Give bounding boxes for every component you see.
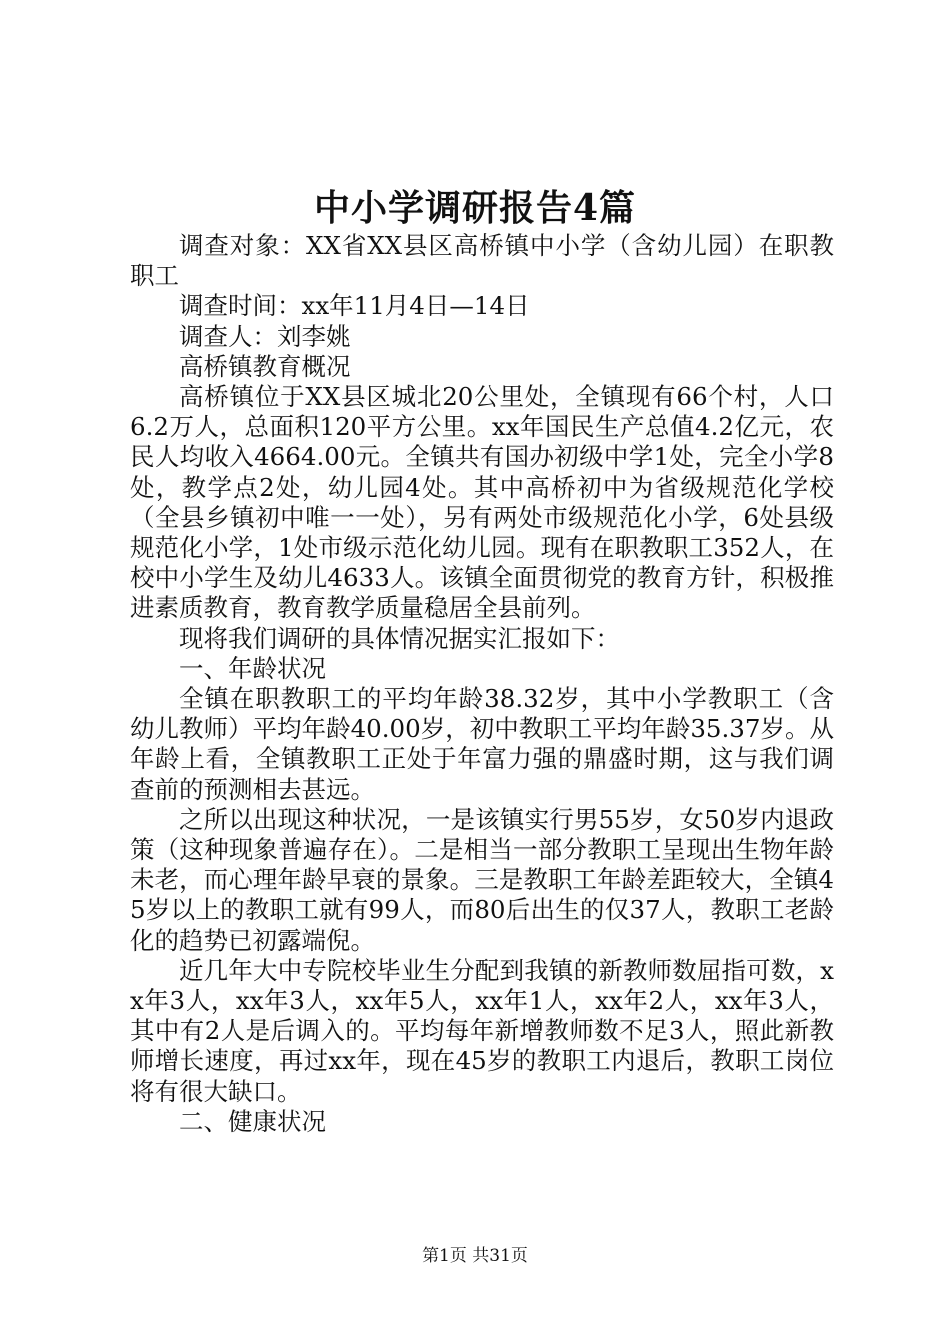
paragraph-survey-subject: 调查对象：XX省XX县区高桥镇中小学（含幼儿园）在职教职工 xyxy=(130,231,834,291)
document-body xyxy=(130,231,834,1137)
page-footer: 第1页 共31页 xyxy=(422,1246,528,1266)
paragraph-overview: 高桥镇位于XX县区城北20公里处，全镇现有66个村，人口6.2万人，总面积120平方公里。xx年国民生产总值4.2亿元，农民人均收入4664.00元。全镇共有国办初级中学1处，完全小学8处，教学点2处，幼儿园4处。其中高桥初中为省级规范化学校（全县乡镇初中唯一一处），另有两处市级规范化小学，6处县级规范化小学，1处市级示范化幼儿园。现有在职教职工352人，在校中小学生及幼儿4633人。该镇全面贯彻党的教育方针，积极推进素质教育，教育教学质量稳居全县前列。 xyxy=(130,382,834,623)
section-heading-overview: 高桥镇教育概况 xyxy=(179,351,351,381)
paragraph-age-reasons: 之所以出现这种状况，一是该镇实行男55岁，女50岁内退政策（这种现象普遍存在）。二是相当一部分教职工呈现出生物年龄未老，而心理年龄早衰的景象。三是教职工年龄差距较大，全镇45岁以上的教职工就有99人，而80后出生的仅37人，教职工老龄化的趋势已初露端倪。 xyxy=(130,804,834,955)
paragraph-new-teachers: 近几年大中专院校毕业生分配到我镇的新教师数屈指可数，xx年3人，xx年3人，xx年5人，xx年1人，xx年2人，xx年3人，其中有2人是后调入的。平均每年新增教师数不足3人，照此新教师增长速度，再过xx年，现在45岁的教职工内退后，教职工岗位将有很大缺口。 xyxy=(130,955,834,1106)
document-title: 中小学调研报告4篇 xyxy=(313,187,637,229)
paragraph-survey-time: 调查时间：xx年11月4日—14日 xyxy=(179,291,530,321)
paragraph-report-intro: 现将我们调研的具体情况据实汇报如下： xyxy=(179,623,620,653)
paragraph-age-average: 全镇在职教职工的平均年龄38.32岁，其中小学教职工（含幼儿教师）平均年龄40.00岁，初中教职工平均年龄35.37岁。从年龄上看，全镇教职工正处于年富力强的鼎盛时期，这与我们调查前的预测相去甚远。 xyxy=(130,684,834,804)
section-heading-health: 二、健康状况 xyxy=(179,1106,326,1136)
paragraph-surveyor: 调查人：刘李姚 xyxy=(179,321,351,351)
section-heading-age: 一、年龄状况 xyxy=(179,653,326,683)
